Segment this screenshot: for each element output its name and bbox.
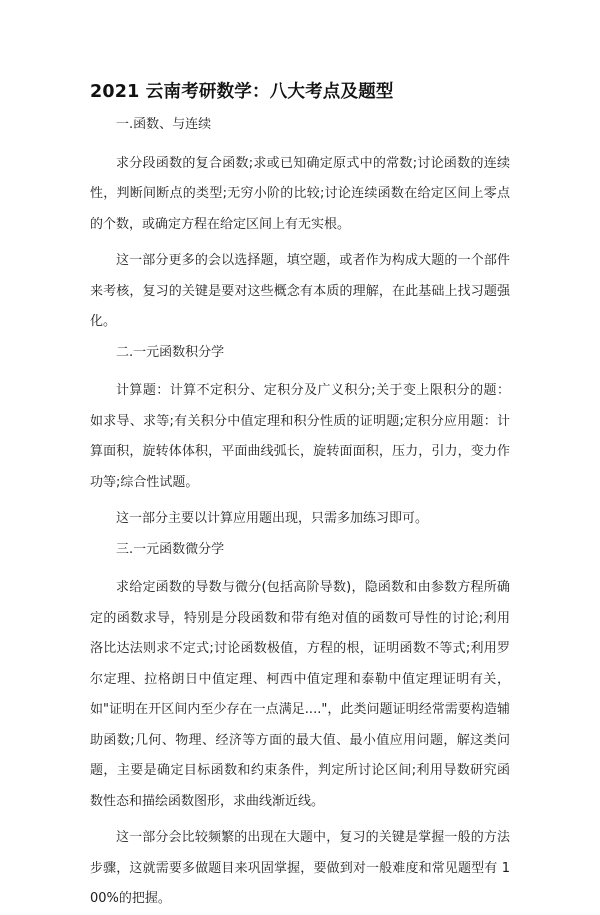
- document-title: 2021 云南考研数学：八大考点及题型: [90, 82, 394, 102]
- section-heading: 三.一元函数微分学: [116, 541, 225, 557]
- section-paragraph: 这一部分会比较频繁的出现在大题中，复习的关键是掌握一般的方法步骤，这就需要多做题目来巩固掌握，要做到对一般难度和常见题型有 100%的把握。: [90, 830, 510, 906]
- section-heading: 一.函数、与连续: [116, 117, 212, 132]
- document-body: [90, 110, 510, 915]
- section-paragraph: 这一部分更多的会以选择题，填空题，或者作为构成大题的一个部件来考核，复习的关键是要对这些概念有本质的理解，在此基础上找习题强化。: [90, 253, 510, 329]
- section-paragraph: 这一部分主要以计算应用题出现，只需多加练习即可。: [116, 511, 429, 526]
- section-paragraph: 计算题：计算不定积分、定积分及广义积分;关于变上限积分的题：如求导、求等;有关积分中值定理和积分性质的证明题;定积分应用题：计算面积，旋转体体积，平面曲线弧长，旋转面面积，压力，引力，变力作功等;综合性试题。: [90, 383, 510, 490]
- section-paragraph: 求给定函数的导数与微分(包括高阶导数)，隐函数和由参数方程所确定的函数求导，特别是分段函数和带有绝对值的函数可导性的讨论;利用洛比达法则求不定式;讨论函数极值，方程的根，证明函数不等式;利用罗尔定理、拉格朗日中值定理、柯西中值定理和泰勒中值定理证明有关，如"证明在开区间内至少存在一点满足...."，此类问题证明经常需要构造辅助函数;几何、物理、经济等方面的最大值、最小值应用问题，解这类问题，主要是确定目标函数和约束条件，判定所讨论区间;利用导数研究函数性态和描绘函数图形，求曲线渐近线。: [90, 580, 510, 809]
- section-paragraph: 求分段函数的复合函数;求或已知确定原式中的常数;讨论函数的连续性，判断间断点的类型;无穷小阶的比较;讨论连续函数在给定区间上零点的个数，或确定方程在给定区间上有无实根。: [90, 155, 510, 232]
- section-heading: 二.一元函数积分学: [116, 344, 225, 360]
